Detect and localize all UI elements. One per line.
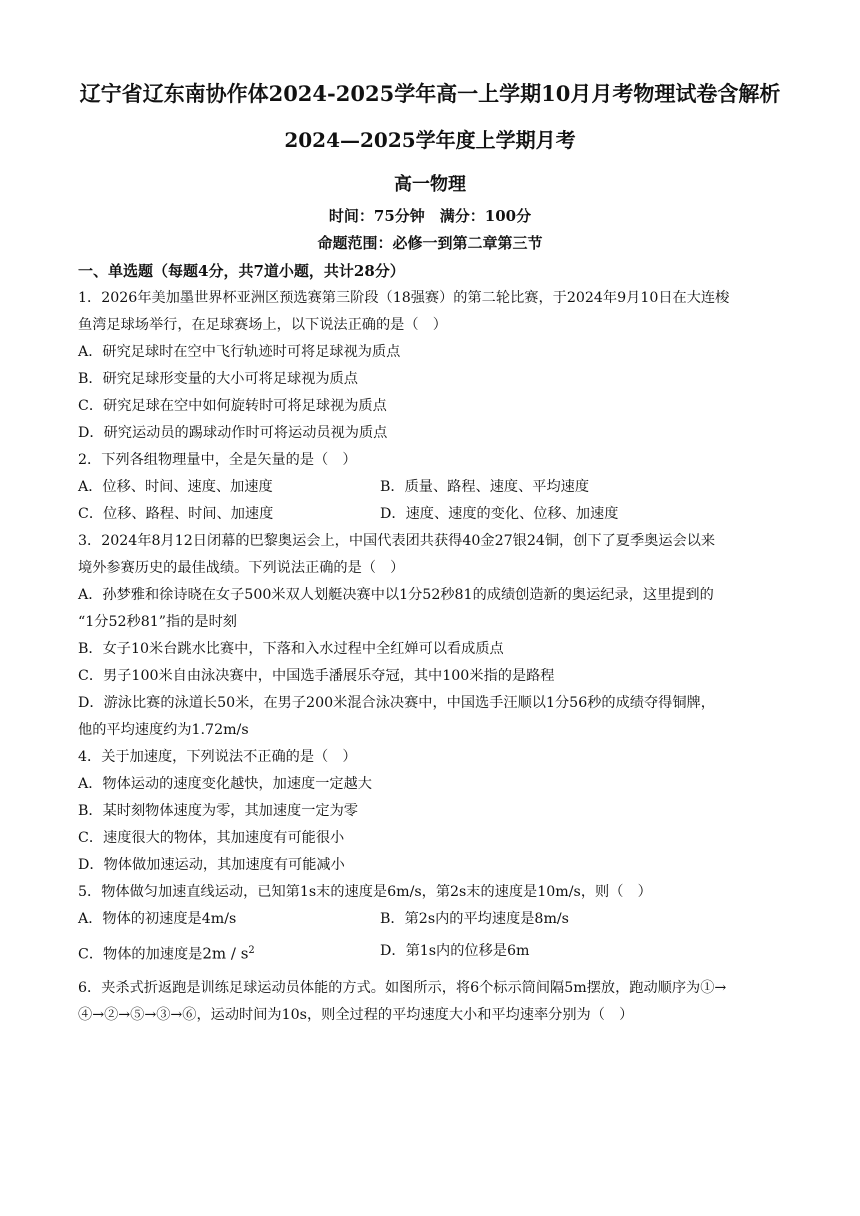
question-stem: 3．2024年8月12日闭幕的巴黎奥运会上，中国代表团共获得40金27银24铜，创下了夏季奥运会以来 xyxy=(78,533,716,549)
section-heading: 一、单选题（每题4分，共7道小题，共计28分） xyxy=(78,262,405,280)
subject-title: 高一物理 xyxy=(394,174,466,195)
question-stem: ④→②→⑤→③→⑥，运动时间为10s，则全过程的平均速度大小和平均速率分别为（ ） xyxy=(78,1006,634,1023)
option-row xyxy=(78,501,790,528)
option-d: D．研究运动员的踢球动作时可将运动员视为质点 xyxy=(78,425,388,441)
time-score-info: 时间：75分钟 满分：100分 xyxy=(328,207,532,225)
option-d: D．第1s内的位移是6m xyxy=(380,943,530,959)
option-c: C．速度很大的物体，其加速度有可能很小 xyxy=(78,830,345,846)
option-c: C．男子100米自由泳决赛中，中国选手潘展乐夺冠，其中100米指的是路程 xyxy=(78,668,555,684)
option-a: A．物体运动的速度变化越快，加速度一定越大 xyxy=(78,776,372,792)
question-3 xyxy=(78,528,790,744)
option-row xyxy=(78,935,790,971)
exam-title: 2024—2025学年度上学期月考 xyxy=(284,128,576,152)
question-stem: 5．物体做匀加速直线运动，已知第1s末的速度是6m/s，第2s末的速度是10m/s，则（ ） xyxy=(78,884,652,900)
question-content xyxy=(78,258,790,1029)
question-stem: 鱼湾足球场举行，在足球赛场上，以下说法正确的是（ ） xyxy=(78,317,447,333)
option-b: B．某时刻物体速度为零，其加速度一定为零 xyxy=(78,803,358,819)
exponent: 2 xyxy=(248,945,255,956)
option-b: B．第2s内的平均速度是8m/s xyxy=(380,911,569,927)
question-2 xyxy=(78,447,790,528)
option-c-text: C．物体的加速度是 xyxy=(78,946,203,963)
option-a: A．研究足球时在空中飞行轨迹时可将足球视为质点 xyxy=(78,344,401,360)
option-a: A．孙梦雅和徐诗晓在女子500米双人划艇决赛中以1分52秒81的成绩创造新的奥运纪录，这里提到的 xyxy=(78,587,714,603)
option-a: A．位移、时间、速度、加速度 xyxy=(78,479,273,495)
acceleration-formula: 2m / s xyxy=(202,944,249,963)
option-a-continued: “1分52秒81”指的是时刻 xyxy=(78,614,237,630)
question-4 xyxy=(78,744,790,879)
option-d: D．速度、速度的变化、位移、加速度 xyxy=(380,506,619,522)
question-6 xyxy=(78,975,790,1029)
exam-scope: 命题范围：必修一到第二章第三节 xyxy=(317,234,543,252)
question-stem: 4．关于加速度，下列说法不正确的是（ ） xyxy=(78,749,357,765)
option-b: B．研究足球形变量的大小可将足球视为质点 xyxy=(78,371,358,387)
question-5 xyxy=(78,879,790,971)
option-d: D．物体做加速运动，其加速度有可能减小 xyxy=(78,857,345,873)
option-b: B．质量、路程、速度、平均速度 xyxy=(380,479,590,495)
option-row xyxy=(78,474,790,501)
option-a: A．物体的初速度是4m/s xyxy=(78,911,237,927)
option-d-continued: 他的平均速度约为1.72m/s xyxy=(78,722,249,738)
option-c: C．位移、路程、时间、加速度 xyxy=(78,506,274,522)
question-stem: 1．2026年美加墨世界杯亚洲区预选赛第三阶段（18强赛）的第二轮比赛，于2024年9月10日在大连梭 xyxy=(78,290,730,306)
document-title: 辽宁省辽东南协作体2024-2025学年高一上学期10月月考物理试卷含解析 xyxy=(79,81,781,106)
option-c: C．研究足球在空中如何旋转时可将足球视为质点 xyxy=(78,398,387,414)
option-b: B．女子10米台跳水比赛中，下落和入水过程中全红婵可以看成质点 xyxy=(78,641,504,657)
question-1 xyxy=(78,285,790,447)
question-stem: 2．下列各组物理量中，全是矢量的是（ ） xyxy=(78,452,357,468)
option-row xyxy=(78,906,790,933)
option-d: D．游泳比赛的泳道长50米，在男子200米混合泳决赛中，中国选手汪顺以1分56秒的成绩夺得铜牌， xyxy=(78,695,715,711)
option-c xyxy=(78,935,380,971)
question-stem: 6．夹杀式折返跑是训练足球运动员体能的方式。如图所示，将6个标示筒间隔5m摆放，跑动顺序为①→ xyxy=(78,979,727,996)
question-stem: 境外参赛历史的最佳战绩。下列说法正确的是（ ） xyxy=(78,560,405,576)
